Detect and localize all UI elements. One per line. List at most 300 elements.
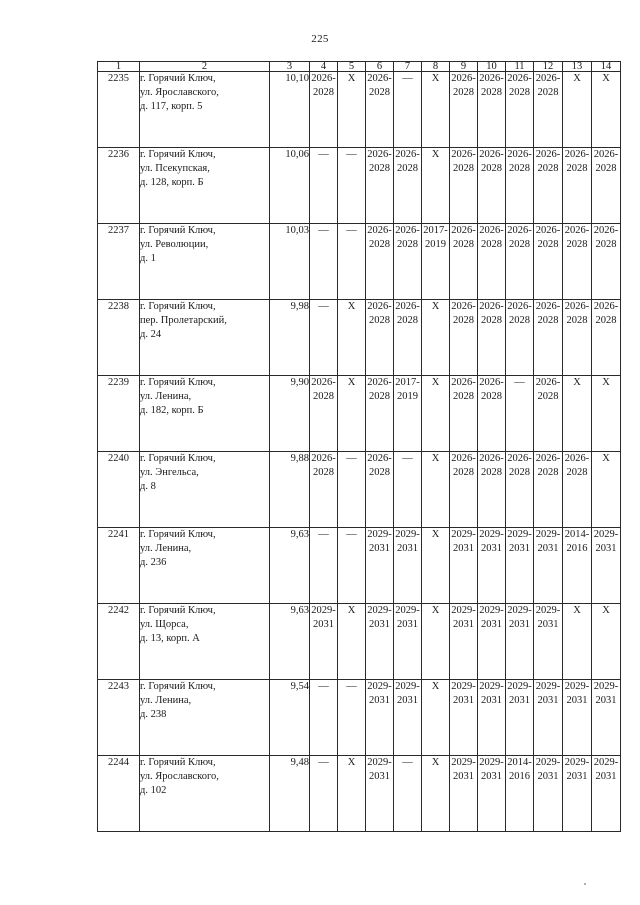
year-range-part: 2029- bbox=[451, 757, 476, 768]
year-range-part: 2029- bbox=[479, 681, 504, 692]
year-range-part: 2029- bbox=[367, 605, 392, 616]
year-range-part: 2028 bbox=[509, 163, 530, 174]
table-row bbox=[98, 452, 621, 528]
work-period-cell-col-14 bbox=[592, 756, 621, 832]
work-period-cell-col-5: X bbox=[338, 300, 366, 376]
year-range-part: 2026- bbox=[479, 453, 504, 464]
year-range-part: 2028 bbox=[453, 87, 474, 98]
work-period-cell-col-8: X bbox=[422, 604, 450, 680]
table-row bbox=[98, 604, 621, 680]
year-range-part: 2014- bbox=[507, 757, 532, 768]
year-range-part: 2026- bbox=[535, 377, 561, 388]
year-range-part: 2026- bbox=[367, 453, 392, 464]
column-number-13: 13 bbox=[563, 62, 592, 72]
work-period-cell-col-13 bbox=[563, 756, 592, 832]
address-line: ул. Энгельса, bbox=[140, 467, 199, 478]
work-period-cell-col-12 bbox=[534, 72, 563, 148]
work-period-cell-col-13 bbox=[563, 148, 592, 224]
work-period-cell-col-14: X bbox=[592, 452, 621, 528]
year-range-part: 2026- bbox=[507, 225, 532, 236]
work-period-cell-col-11 bbox=[506, 756, 534, 832]
work-period-cell-col-11 bbox=[506, 604, 534, 680]
work-period-cell-col-5: — bbox=[338, 224, 366, 300]
page-number: 225 bbox=[311, 33, 329, 45]
work-period-cell-col-12 bbox=[534, 604, 563, 680]
address-line: д. 102 bbox=[140, 785, 167, 796]
work-period-cell-col-9 bbox=[450, 224, 478, 300]
year-range-part: 2031 bbox=[453, 695, 474, 706]
table-row bbox=[98, 148, 621, 224]
year-range-part: 2026- bbox=[564, 225, 590, 236]
work-period-cell-col-7 bbox=[394, 148, 422, 224]
table-row bbox=[98, 224, 621, 300]
area-value: 9,90 bbox=[270, 376, 310, 452]
year-range-part: 2029- bbox=[479, 529, 504, 540]
year-range-part: 2028 bbox=[566, 315, 588, 326]
work-period-cell-col-10 bbox=[478, 604, 506, 680]
area-value: 9,88 bbox=[270, 452, 310, 528]
year-range-part: 2026- bbox=[395, 225, 420, 236]
row-number: 2235 bbox=[98, 72, 140, 148]
address-line: ул. Ярославского, bbox=[140, 771, 219, 782]
year-range-part: 2028 bbox=[481, 163, 502, 174]
year-range-part: 2031 bbox=[537, 543, 559, 554]
year-range-part: 2028 bbox=[509, 467, 530, 478]
work-period-cell-col-14: X bbox=[592, 72, 621, 148]
column-number-14: 14 bbox=[592, 62, 621, 72]
work-period-cell-col-5: — bbox=[338, 148, 366, 224]
year-range-part: 2016 bbox=[509, 771, 530, 782]
year-range-part: 2031 bbox=[509, 695, 530, 706]
column-number-3: 3 bbox=[270, 62, 310, 72]
work-period-cell-col-7 bbox=[394, 300, 422, 376]
year-range-part: 2019 bbox=[397, 391, 418, 402]
address-cell bbox=[140, 680, 270, 756]
year-range-part: 2016 bbox=[566, 543, 588, 554]
work-period-cell-col-11 bbox=[506, 300, 534, 376]
year-range-part: 2031 bbox=[397, 543, 418, 554]
work-period-cell-col-6 bbox=[366, 604, 394, 680]
year-range-part: 2029- bbox=[564, 681, 590, 692]
year-range-part: 2026- bbox=[451, 225, 476, 236]
work-period-cell-col-8 bbox=[422, 224, 450, 300]
column-number-4: 4 bbox=[310, 62, 338, 72]
address-line: ул. Ленина, bbox=[140, 391, 192, 402]
year-range-part: 2028 bbox=[509, 315, 530, 326]
work-period-cell-col-8: X bbox=[422, 72, 450, 148]
column-number-12: 12 bbox=[534, 62, 563, 72]
work-period-cell-col-14 bbox=[592, 680, 621, 756]
year-range-part: 2026- bbox=[593, 301, 619, 312]
address-line: г. Горячий Ключ, bbox=[140, 225, 216, 236]
address-line: г. Горячий Ключ, bbox=[140, 681, 216, 692]
address-cell bbox=[140, 604, 270, 680]
year-range-part: 2029- bbox=[593, 529, 619, 540]
year-range-part: 2026- bbox=[451, 377, 476, 388]
address-line: ул. Ленина, bbox=[140, 543, 192, 554]
year-range-part: 2028 bbox=[313, 467, 334, 478]
work-period-cell-col-9 bbox=[450, 680, 478, 756]
work-period-cell-col-6 bbox=[366, 376, 394, 452]
work-period-cell-col-10 bbox=[478, 756, 506, 832]
year-range-part: 2026- bbox=[311, 73, 336, 84]
work-period-cell-col-10 bbox=[478, 224, 506, 300]
year-range-part: 2028 bbox=[369, 467, 390, 478]
work-period-cell-col-7 bbox=[394, 224, 422, 300]
address-line: д. 238 bbox=[140, 709, 167, 720]
address-line: г. Горячий Ключ, bbox=[140, 605, 216, 616]
work-period-cell-col-14 bbox=[592, 148, 621, 224]
year-range-part: 2026- bbox=[451, 73, 476, 84]
year-range-part: 2026- bbox=[311, 453, 336, 464]
address-cell bbox=[140, 452, 270, 528]
year-range-part: 2028 bbox=[509, 87, 530, 98]
row-number: 2244 bbox=[98, 756, 140, 832]
year-range-part: 2026- bbox=[367, 377, 392, 388]
area-value: 9,63 bbox=[270, 604, 310, 680]
year-range-part: 2029- bbox=[535, 681, 561, 692]
year-range-part: 2031 bbox=[566, 771, 588, 782]
year-range-part: 2028 bbox=[566, 163, 588, 174]
year-range-part: 2029- bbox=[593, 681, 619, 692]
work-period-cell-col-5: X bbox=[338, 604, 366, 680]
work-period-cell-col-6 bbox=[366, 680, 394, 756]
year-range-part: 2026- bbox=[367, 225, 392, 236]
year-range-part: 2019 bbox=[425, 239, 446, 250]
work-period-cell-col-5: X bbox=[338, 72, 366, 148]
work-period-cell-col-12 bbox=[534, 224, 563, 300]
year-range-part: 2029- bbox=[451, 529, 476, 540]
work-period-cell-col-13 bbox=[563, 528, 592, 604]
work-period-cell-col-12 bbox=[534, 528, 563, 604]
work-period-cell-col-12 bbox=[534, 680, 563, 756]
year-range-part: 2028 bbox=[537, 87, 559, 98]
year-range-part: 2028 bbox=[369, 391, 390, 402]
work-period-cell-col-4: — bbox=[310, 300, 338, 376]
work-period-cell-col-11 bbox=[506, 224, 534, 300]
year-range-part: 2031 bbox=[509, 619, 530, 630]
work-period-cell-col-4: — bbox=[310, 680, 338, 756]
year-range-part: 2029- bbox=[367, 757, 392, 768]
work-period-cell-col-7 bbox=[394, 376, 422, 452]
column-number-8: 8 bbox=[422, 62, 450, 72]
area-value: 9,63 bbox=[270, 528, 310, 604]
year-range-part: 2029- bbox=[507, 605, 532, 616]
year-range-part: 2031 bbox=[397, 695, 418, 706]
work-period-cell-col-10 bbox=[478, 72, 506, 148]
year-range-part: 2029- bbox=[535, 757, 561, 768]
year-range-part: 2031 bbox=[537, 695, 559, 706]
row-number: 2241 bbox=[98, 528, 140, 604]
work-period-cell-col-8: X bbox=[422, 376, 450, 452]
row-number: 2240 bbox=[98, 452, 140, 528]
address-cell bbox=[140, 756, 270, 832]
address-line: д. 24 bbox=[140, 329, 162, 340]
work-period-cell-col-7 bbox=[394, 604, 422, 680]
year-range-part: 2014- bbox=[564, 529, 590, 540]
year-range-part: 2026- bbox=[451, 301, 476, 312]
year-range-part: 2031 bbox=[453, 543, 474, 554]
year-range-part: 2031 bbox=[453, 771, 474, 782]
year-range-part: 2029- bbox=[507, 681, 532, 692]
year-range-part: 2029- bbox=[507, 529, 532, 540]
address-line: д. 128, корп. Б bbox=[140, 177, 204, 188]
work-period-cell-col-10 bbox=[478, 148, 506, 224]
work-period-cell-col-9 bbox=[450, 604, 478, 680]
year-range-part: 2029- bbox=[479, 605, 504, 616]
address-line: д. 117, корп. 5 bbox=[140, 101, 203, 112]
column-number-10: 10 bbox=[478, 62, 506, 72]
work-period-cell-col-14 bbox=[592, 300, 621, 376]
address-line: г. Горячий Ключ, bbox=[140, 73, 216, 84]
work-period-cell-col-7 bbox=[394, 528, 422, 604]
address-line: д. 236 bbox=[140, 557, 167, 568]
address-cell bbox=[140, 72, 270, 148]
work-period-cell-col-6 bbox=[366, 756, 394, 832]
year-range-part: 2031 bbox=[595, 695, 617, 706]
year-range-part: 2026- bbox=[564, 453, 590, 464]
row-number: 2243 bbox=[98, 680, 140, 756]
year-range-part: 2026- bbox=[507, 73, 532, 84]
area-value: 10,03 bbox=[270, 224, 310, 300]
year-range-part: 2026- bbox=[395, 301, 420, 312]
year-range-part: 2028 bbox=[397, 239, 418, 250]
year-range-part: 2031 bbox=[509, 543, 530, 554]
work-period-cell-col-9 bbox=[450, 756, 478, 832]
column-number-9: 9 bbox=[450, 62, 478, 72]
year-range-part: 2026- bbox=[479, 149, 504, 160]
year-range-part: 2028 bbox=[453, 315, 474, 326]
work-period-cell-col-5: — bbox=[338, 680, 366, 756]
year-range-part: 2028 bbox=[397, 163, 418, 174]
year-range-part: 2031 bbox=[537, 619, 559, 630]
year-range-part: 2028 bbox=[453, 163, 474, 174]
address-cell bbox=[140, 376, 270, 452]
work-period-cell-col-10 bbox=[478, 680, 506, 756]
year-range-part: 2029- bbox=[479, 757, 504, 768]
work-period-cell-col-8: X bbox=[422, 680, 450, 756]
address-line: ул. Революции, bbox=[140, 239, 209, 250]
address-cell bbox=[140, 224, 270, 300]
year-range-part: 2031 bbox=[313, 619, 334, 630]
year-range-part: 2028 bbox=[369, 163, 390, 174]
column-number-11: 11 bbox=[506, 62, 534, 72]
year-range-part: 2026- bbox=[367, 301, 392, 312]
year-range-part: 2028 bbox=[369, 315, 390, 326]
year-range-part: 2029- bbox=[395, 529, 420, 540]
year-range-part: 2031 bbox=[453, 619, 474, 630]
address-cell bbox=[140, 148, 270, 224]
year-range-part: 2031 bbox=[566, 695, 588, 706]
work-period-cell-col-6 bbox=[366, 224, 394, 300]
year-range-part: 2026- bbox=[479, 225, 504, 236]
year-range-part: 2026- bbox=[479, 73, 504, 84]
scan-speck bbox=[584, 883, 586, 885]
work-period-cell-col-9 bbox=[450, 528, 478, 604]
work-period-cell-col-13: X bbox=[563, 376, 592, 452]
column-number-5: 5 bbox=[338, 62, 366, 72]
address-line: д. 1 bbox=[140, 253, 156, 264]
year-range-part: 2029- bbox=[311, 605, 336, 616]
work-period-cell-col-12 bbox=[534, 300, 563, 376]
work-period-cell-col-11 bbox=[506, 680, 534, 756]
area-value: 10,10 bbox=[270, 72, 310, 148]
work-period-cell-col-9 bbox=[450, 300, 478, 376]
work-period-cell-col-12 bbox=[534, 452, 563, 528]
year-range-part: 2028 bbox=[481, 239, 502, 250]
work-period-cell-col-5: X bbox=[338, 756, 366, 832]
work-period-cell-col-4: — bbox=[310, 528, 338, 604]
year-range-part: 2028 bbox=[481, 391, 502, 402]
work-period-cell-col-10 bbox=[478, 452, 506, 528]
year-range-part: 2028 bbox=[481, 315, 502, 326]
year-range-part: 2031 bbox=[369, 771, 390, 782]
year-range-part: 2017- bbox=[423, 225, 448, 236]
year-range-part: 2028 bbox=[453, 391, 474, 402]
work-period-cell-col-13: X bbox=[563, 604, 592, 680]
work-period-cell-col-12 bbox=[534, 376, 563, 452]
work-period-cell-col-11 bbox=[506, 452, 534, 528]
work-period-cell-col-13 bbox=[563, 680, 592, 756]
year-range-part: 2031 bbox=[369, 695, 390, 706]
year-range-part: 2026- bbox=[507, 453, 532, 464]
work-period-cell-col-14: X bbox=[592, 604, 621, 680]
work-period-cell-col-12 bbox=[534, 148, 563, 224]
year-range-part: 2026- bbox=[535, 301, 561, 312]
work-period-cell-col-8: X bbox=[422, 300, 450, 376]
work-period-cell-col-7 bbox=[394, 680, 422, 756]
year-range-part: 2026- bbox=[507, 149, 532, 160]
table-row bbox=[98, 72, 621, 148]
address-cell bbox=[140, 528, 270, 604]
address-line: пер. Пролетарский, bbox=[140, 315, 227, 326]
year-range-part: 2029- bbox=[564, 757, 590, 768]
work-period-cell-col-10 bbox=[478, 376, 506, 452]
year-range-part: 2028 bbox=[537, 467, 559, 478]
year-range-part: 2029- bbox=[395, 605, 420, 616]
year-range-part: 2028 bbox=[453, 239, 474, 250]
row-number: 2239 bbox=[98, 376, 140, 452]
work-period-cell-col-9 bbox=[450, 148, 478, 224]
year-range-part: 2026- bbox=[535, 225, 561, 236]
column-number-1: 1 bbox=[98, 62, 140, 72]
work-period-cell-col-4: — bbox=[310, 148, 338, 224]
work-period-cell-col-6 bbox=[366, 452, 394, 528]
work-period-cell-col-13 bbox=[563, 224, 592, 300]
row-number: 2236 bbox=[98, 148, 140, 224]
row-number: 2238 bbox=[98, 300, 140, 376]
year-range-part: 2028 bbox=[566, 239, 588, 250]
address-line: ул. Щорса, bbox=[140, 619, 189, 630]
year-range-part: 2028 bbox=[397, 315, 418, 326]
work-period-cell-col-6 bbox=[366, 300, 394, 376]
table-row bbox=[98, 300, 621, 376]
year-range-part: 2026- bbox=[479, 301, 504, 312]
work-period-cell-col-9 bbox=[450, 376, 478, 452]
work-period-cell-col-11: — bbox=[506, 376, 534, 452]
year-range-part: 2026- bbox=[593, 149, 619, 160]
work-period-cell-col-9 bbox=[450, 452, 478, 528]
work-period-cell-col-7: — bbox=[394, 756, 422, 832]
column-number-6: 6 bbox=[366, 62, 394, 72]
year-range-part: 2029- bbox=[367, 529, 392, 540]
year-range-part: 2031 bbox=[537, 771, 559, 782]
year-range-part: 2028 bbox=[595, 239, 617, 250]
row-number: 2242 bbox=[98, 604, 140, 680]
work-period-cell-col-6 bbox=[366, 528, 394, 604]
year-range-part: 2031 bbox=[397, 619, 418, 630]
year-range-part: 2026- bbox=[535, 453, 561, 464]
year-range-part: 2026- bbox=[507, 301, 532, 312]
year-range-part: 2031 bbox=[481, 619, 502, 630]
year-range-part: 2031 bbox=[481, 771, 502, 782]
work-period-cell-col-5: — bbox=[338, 452, 366, 528]
year-range-part: 2028 bbox=[566, 467, 588, 478]
year-range-part: 2028 bbox=[537, 315, 559, 326]
work-period-cell-col-14: X bbox=[592, 376, 621, 452]
year-range-part: 2026- bbox=[593, 225, 619, 236]
year-range-part: 2026- bbox=[564, 149, 590, 160]
year-range-part: 2028 bbox=[313, 391, 334, 402]
work-period-cell-col-4 bbox=[310, 452, 338, 528]
address-line: д. 182, корп. Б bbox=[140, 405, 204, 416]
year-range-part: 2028 bbox=[481, 467, 502, 478]
work-period-cell-col-13 bbox=[563, 300, 592, 376]
work-period-cell-col-4: — bbox=[310, 224, 338, 300]
work-period-cell-col-8: X bbox=[422, 756, 450, 832]
registry-table bbox=[97, 61, 621, 832]
year-range-part: 2026- bbox=[395, 149, 420, 160]
year-range-part: 2026- bbox=[367, 73, 392, 84]
area-value: 9,48 bbox=[270, 756, 310, 832]
address-line: г. Горячий Ключ, bbox=[140, 377, 216, 388]
work-period-cell-col-14 bbox=[592, 528, 621, 604]
year-range-part: 2026- bbox=[367, 149, 392, 160]
work-period-cell-col-7: — bbox=[394, 72, 422, 148]
work-period-cell-col-11 bbox=[506, 528, 534, 604]
work-period-cell-col-10 bbox=[478, 528, 506, 604]
work-period-cell-col-4 bbox=[310, 376, 338, 452]
address-line: г. Горячий Ключ, bbox=[140, 529, 216, 540]
work-period-cell-col-14 bbox=[592, 224, 621, 300]
year-range-part: 2026- bbox=[535, 149, 561, 160]
year-range-part: 2029- bbox=[535, 605, 561, 616]
work-period-cell-col-9 bbox=[450, 72, 478, 148]
work-period-cell-col-4: — bbox=[310, 756, 338, 832]
year-range-part: 2028 bbox=[481, 87, 502, 98]
year-range-part: 2028 bbox=[537, 239, 559, 250]
year-range-part: 2028 bbox=[313, 87, 334, 98]
address-line: г. Горячий Ключ, bbox=[140, 149, 216, 160]
work-period-cell-col-8: X bbox=[422, 148, 450, 224]
work-period-cell-col-8: X bbox=[422, 452, 450, 528]
area-value: 10,06 bbox=[270, 148, 310, 224]
year-range-part: 2028 bbox=[537, 391, 559, 402]
column-number-row bbox=[98, 62, 621, 72]
table-row bbox=[98, 680, 621, 756]
year-range-part: 2028 bbox=[453, 467, 474, 478]
column-number-7: 7 bbox=[394, 62, 422, 72]
year-range-part: 2017- bbox=[395, 377, 420, 388]
work-period-cell-col-5: X bbox=[338, 376, 366, 452]
year-range-part: 2028 bbox=[369, 87, 390, 98]
area-value: 9,54 bbox=[270, 680, 310, 756]
work-period-cell-col-7: — bbox=[394, 452, 422, 528]
work-period-cell-col-4 bbox=[310, 604, 338, 680]
year-range-part: 2031 bbox=[369, 543, 390, 554]
work-period-cell-col-6 bbox=[366, 148, 394, 224]
year-range-part: 2026- bbox=[311, 377, 336, 388]
